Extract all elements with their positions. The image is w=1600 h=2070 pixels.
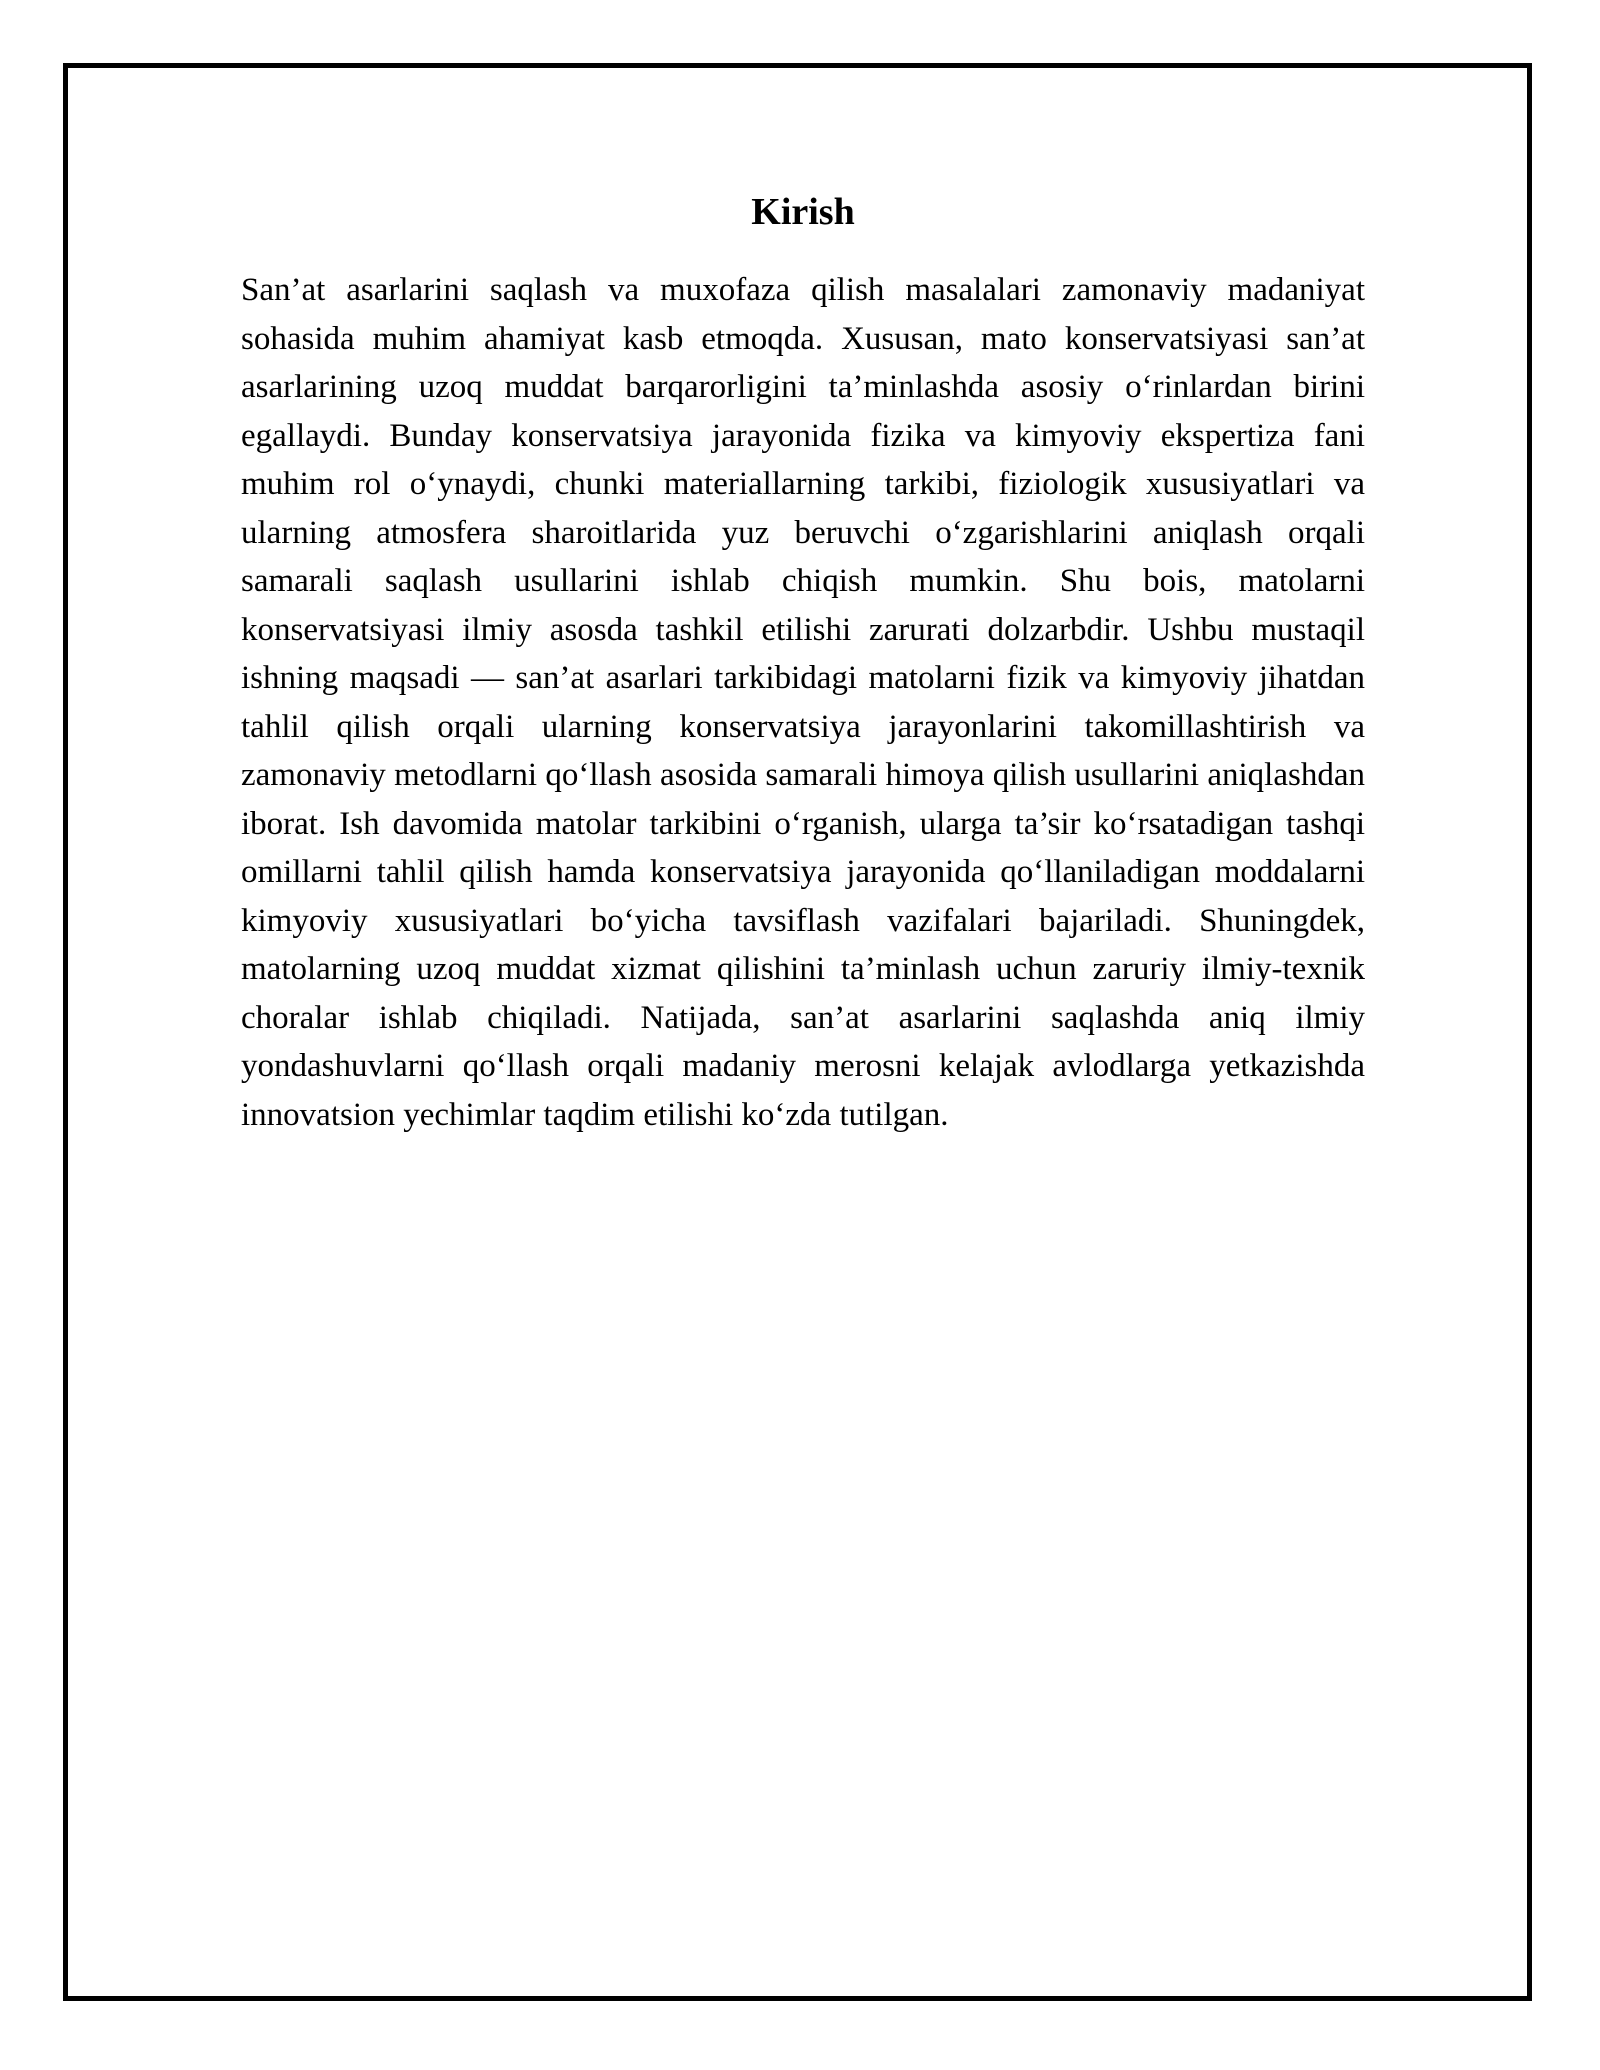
document-body <box>241 188 1365 1139</box>
intro-paragraph: San’at asarlarini saqlash va muxofaza qilish masalalari zamonaviy madaniyat sohasida muhim ahamiyat kasb etmoqda. Xususan, mato konservatsiyasi san’at asarlarining uzoq muddat barqarorligini ta’minlashda asosiy o‘rinlardan birini egallaydi. Bunday konservatsiya jarayonida fizika va kimyoviy ekspertiza fani muhim rol o‘ynaydi, chunki materiallarning tarkibi, fiziologik xususiyatlari va ularning atmosfera sharoitlarida yuz beruvchi o‘zgarishlarini aniqlash orqali samarali saqlash usullarini ishlab chiqish mumkin. Shu bois, matolarni konservatsiyasi ilmiy asosda tashkil etilishi zarurati dolzarbdir. Ushbu mustaqil ishning maqsadi — san’at asarlari tarkibidagi matolarni fizik va kimyoviy jihatdan tahlil qilish orqali ularning konservatsiya jarayonlarini takomillashtirish va zamonaviy metodlarni qo‘llash asosida samarali himoya qilish usullarini aniqlashdan iborat. Ish davomida matolar tarkibini o‘rganish, ularga ta’sir ko‘rsatadigan tashqi omillarni tahlil qilish hamda konservatsiya jarayonida qo‘llaniladigan moddalarni kimyoviy xususiyatlari bo‘yicha tavsiflash vazifalari bajariladi. Shuningdek, matolarning uzoq muddat xizmat qilishini ta’minlash uchun zaruriy ilmiy-texnik choralar ishlab chiqiladi. Natijada, san’at asarlarini saqlashda aniq ilmiy yondashuvlarni qo‘llash orqali madaniy merosni kelajak avlodlarga yetkazishda innovatsion yechimlar taqdim etilishi ko‘zda tutilgan. <box>241 272 1365 1133</box>
page-title: Kirish <box>751 191 855 233</box>
page-border <box>63 63 1532 2001</box>
